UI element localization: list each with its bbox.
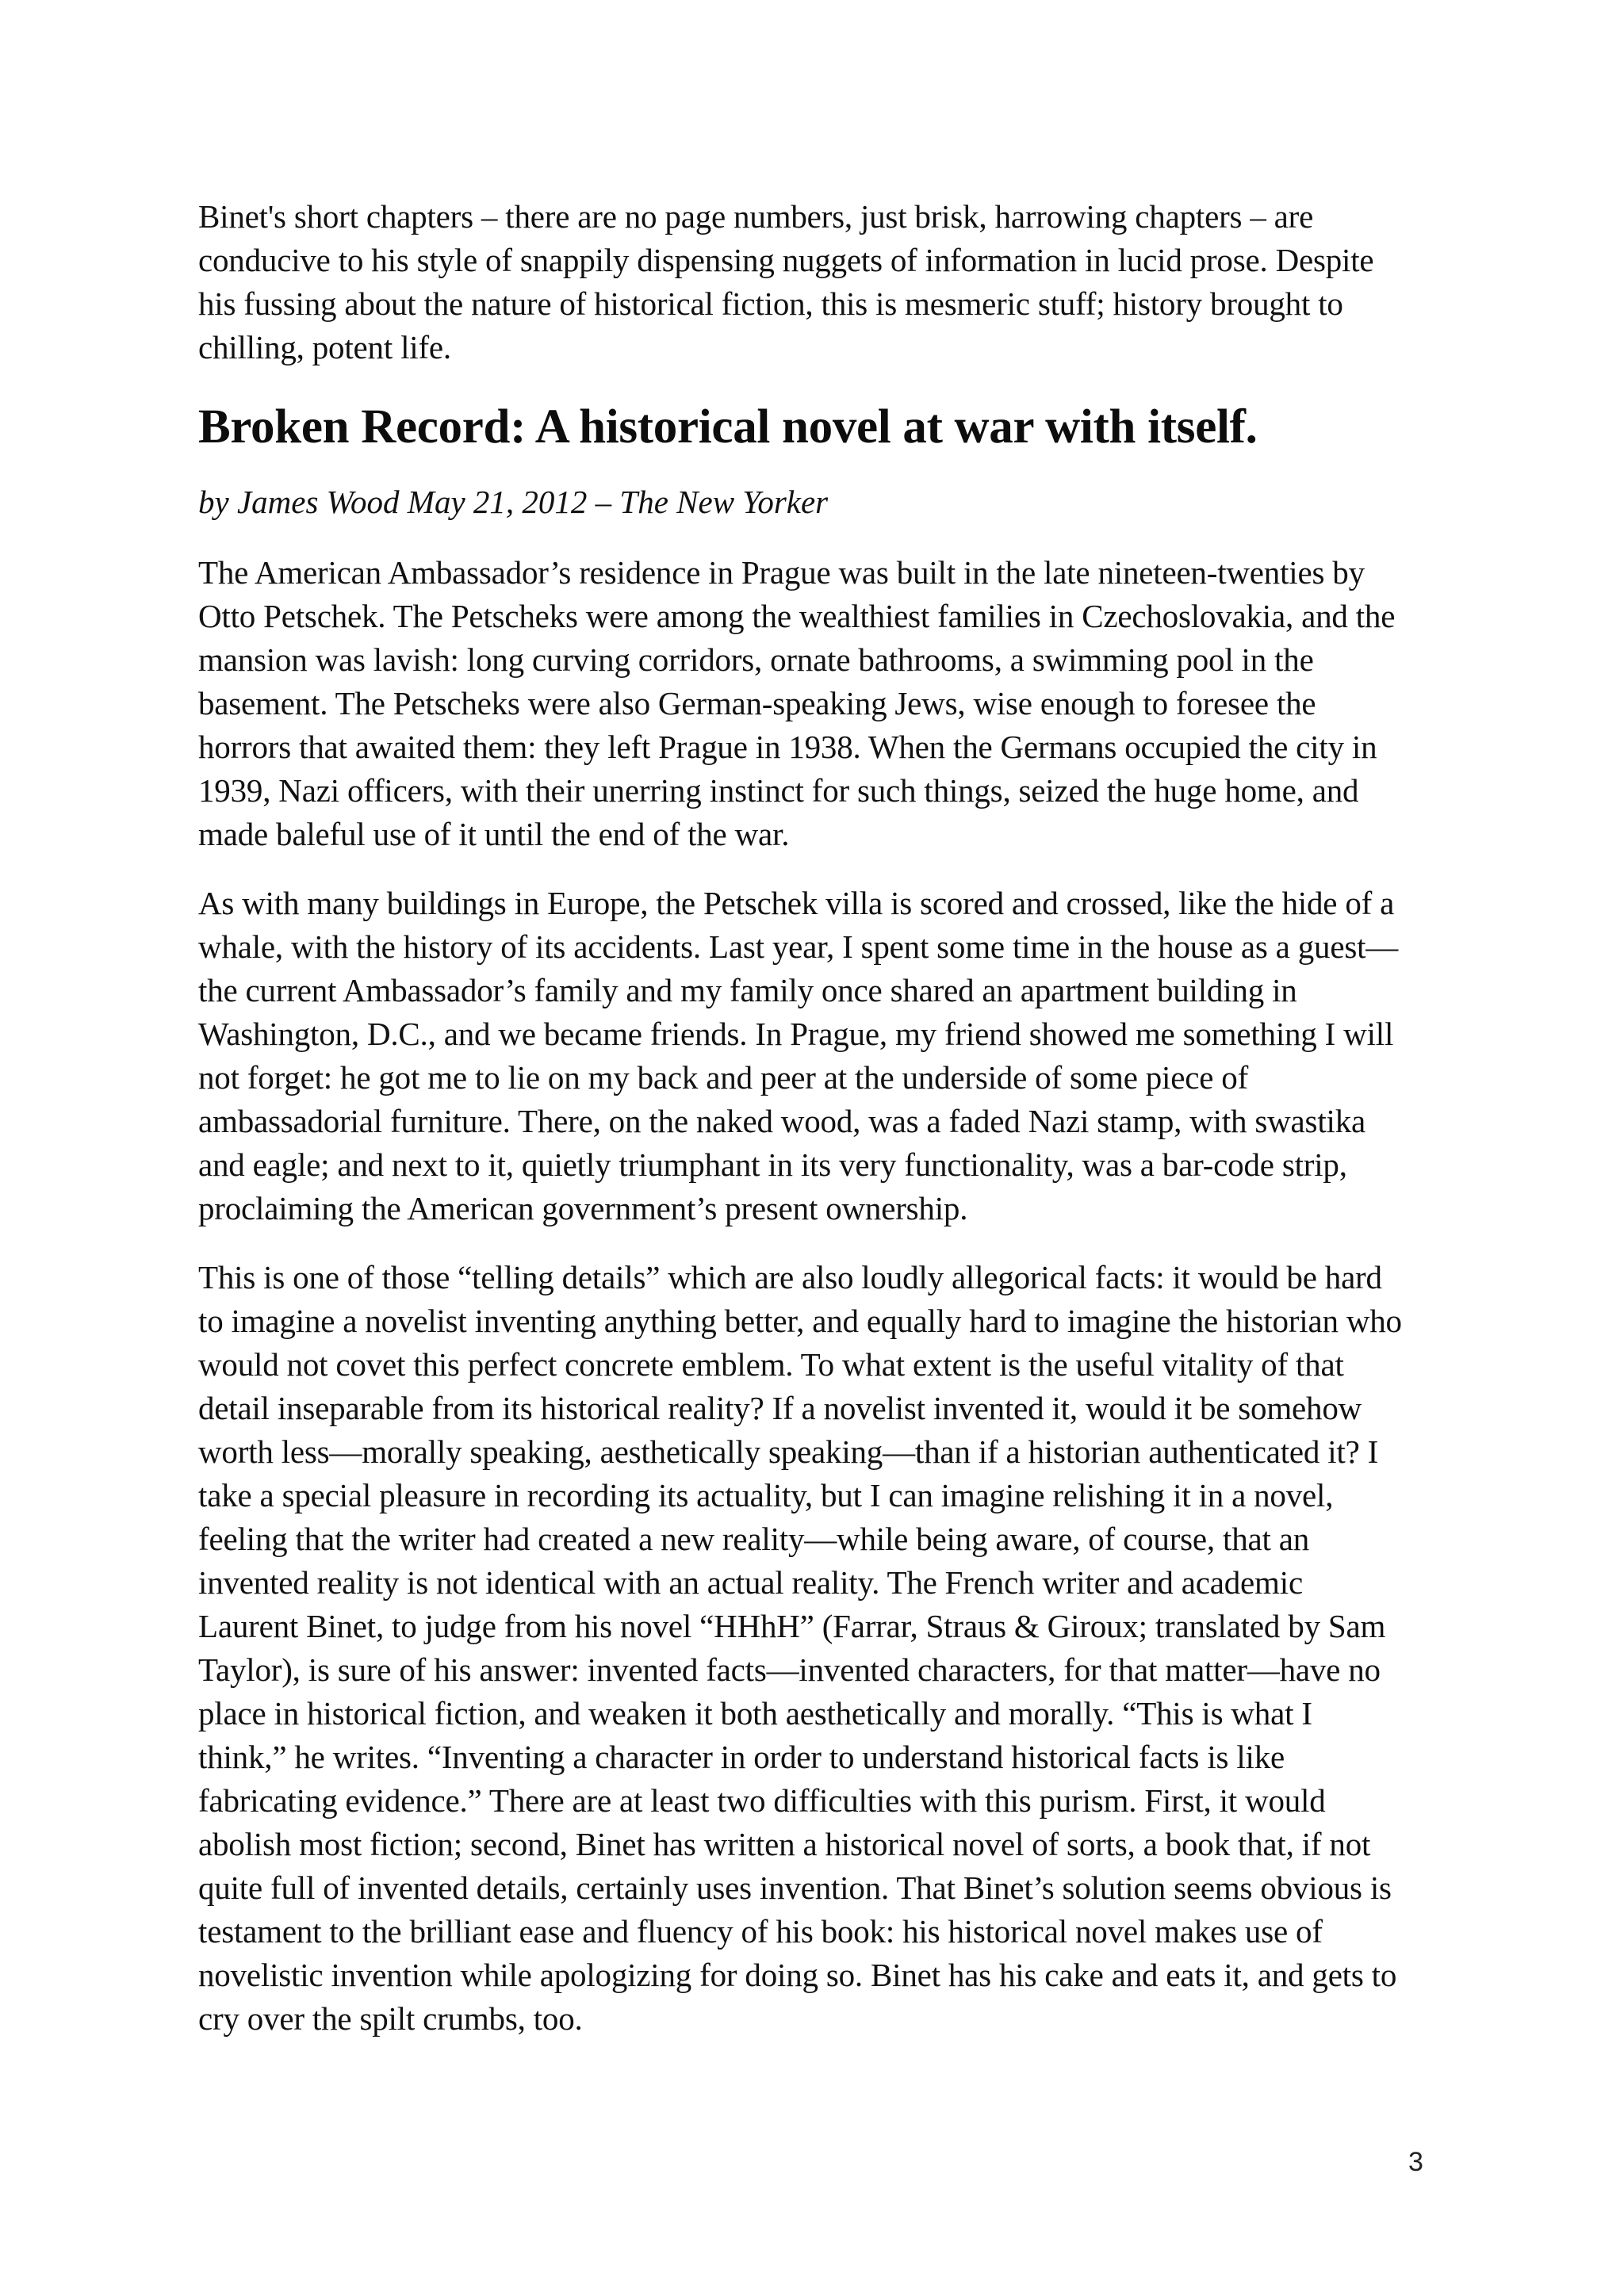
intro-paragraph: Binet's short chapters – there are no page numbers, just brisk, harrowing chapters – are conducive to his style of snappily dispensing nuggets of information in lucid prose. Despite his fussing about the nature of historical fiction, this is mesmeric stuff; history brought to chilling, potent life. — [198, 198, 1374, 365]
document-page — [198, 195, 1435, 2066]
article-byline: by James Wood May 21, 2012 – The New Yorker — [198, 484, 829, 520]
page-number: 3 — [1408, 2147, 1423, 2177]
article-title: Broken Record: A historical novel at war with itself. — [198, 400, 1258, 453]
article-paragraph-2: As with many buildings in Europe, the Petschek villa is scored and crossed, like the hide of a whale, with the history of its accidents. Last year, I spent some time in the house as a guest— the current Ambassador’s family and my family once shared an apartment building in Washington, D.C., and we became friends. In Prague, my friend showed me something I will not forget: he got me to lie on my back and peer at the underside of some piece of ambassadorial furniture. There, on the naked wood, was a faded Nazi stamp, with swastika and eagle; and next to it, quietly triumphant in its very functionality, was a bar-code strip, proclaiming the American government’s present ownership. — [198, 885, 1399, 1226]
article-paragraph-3: This is one of those “telling details” which are also loudly allegorical facts: it would be hard to imagine a novelist inventing anything better, and equally hard to imagine the historian who would not covet this perfect concrete emblem. To what extent is the useful vitality of that detail inseparable from its historical reality? If a novelist invented it, would it be somehow worth less—morally speaking, aesthetically speaking—than if a historian authenticated it? I take a special pleasure in recording its actuality, but I can imagine relishing it in a novel, feeling that the writer had created a new reality—while being aware, of course, that an invented reality is not identical with an actual reality. The French writer and academic Laurent Binet, to judge from his novel “HHhH” (Farrar, Straus & Giroux; translated by Sam Taylor), is sure of his answer: invented facts—invented characters, for that matter—have no place in historical fiction, and weaken it both aesthetically and morally. “This is what I think,” he writes. “Inventing a character in order to understand historical facts is like fabricating evidence.” There are at least two difficulties with this purism. First, it would abolish most fiction; second, Binet has written a historical novel of sorts, a book that, if not quite full of invented details, certainly uses invention. That Binet’s solution seems obvious is testament to the brilliant ease and fluency of his book: his historical novel makes use of novelistic invention while apologizing for doing so. Binet has his cake and eats it, and gets to cry over the spilt crumbs, too. — [198, 1259, 1402, 2037]
article-paragraph-1: The American Ambassador’s residence in Prague was built in the late nineteen-twenties by Otto Petschek. The Petscheks were among the wealthiest families in Czechoslovakia, and the mansion was lavish: long curving corridors, ornate bathrooms, a swimming pool in the basement. The Petscheks were also German-speaking Jews, wise enough to foresee the horrors that awaited them: they left Prague in 1938. When the Germans occupied the city in 1939, Nazi officers, with their unerring instinct for such things, seized the huge home, and made baleful use of it until the end of the war. — [198, 554, 1396, 852]
